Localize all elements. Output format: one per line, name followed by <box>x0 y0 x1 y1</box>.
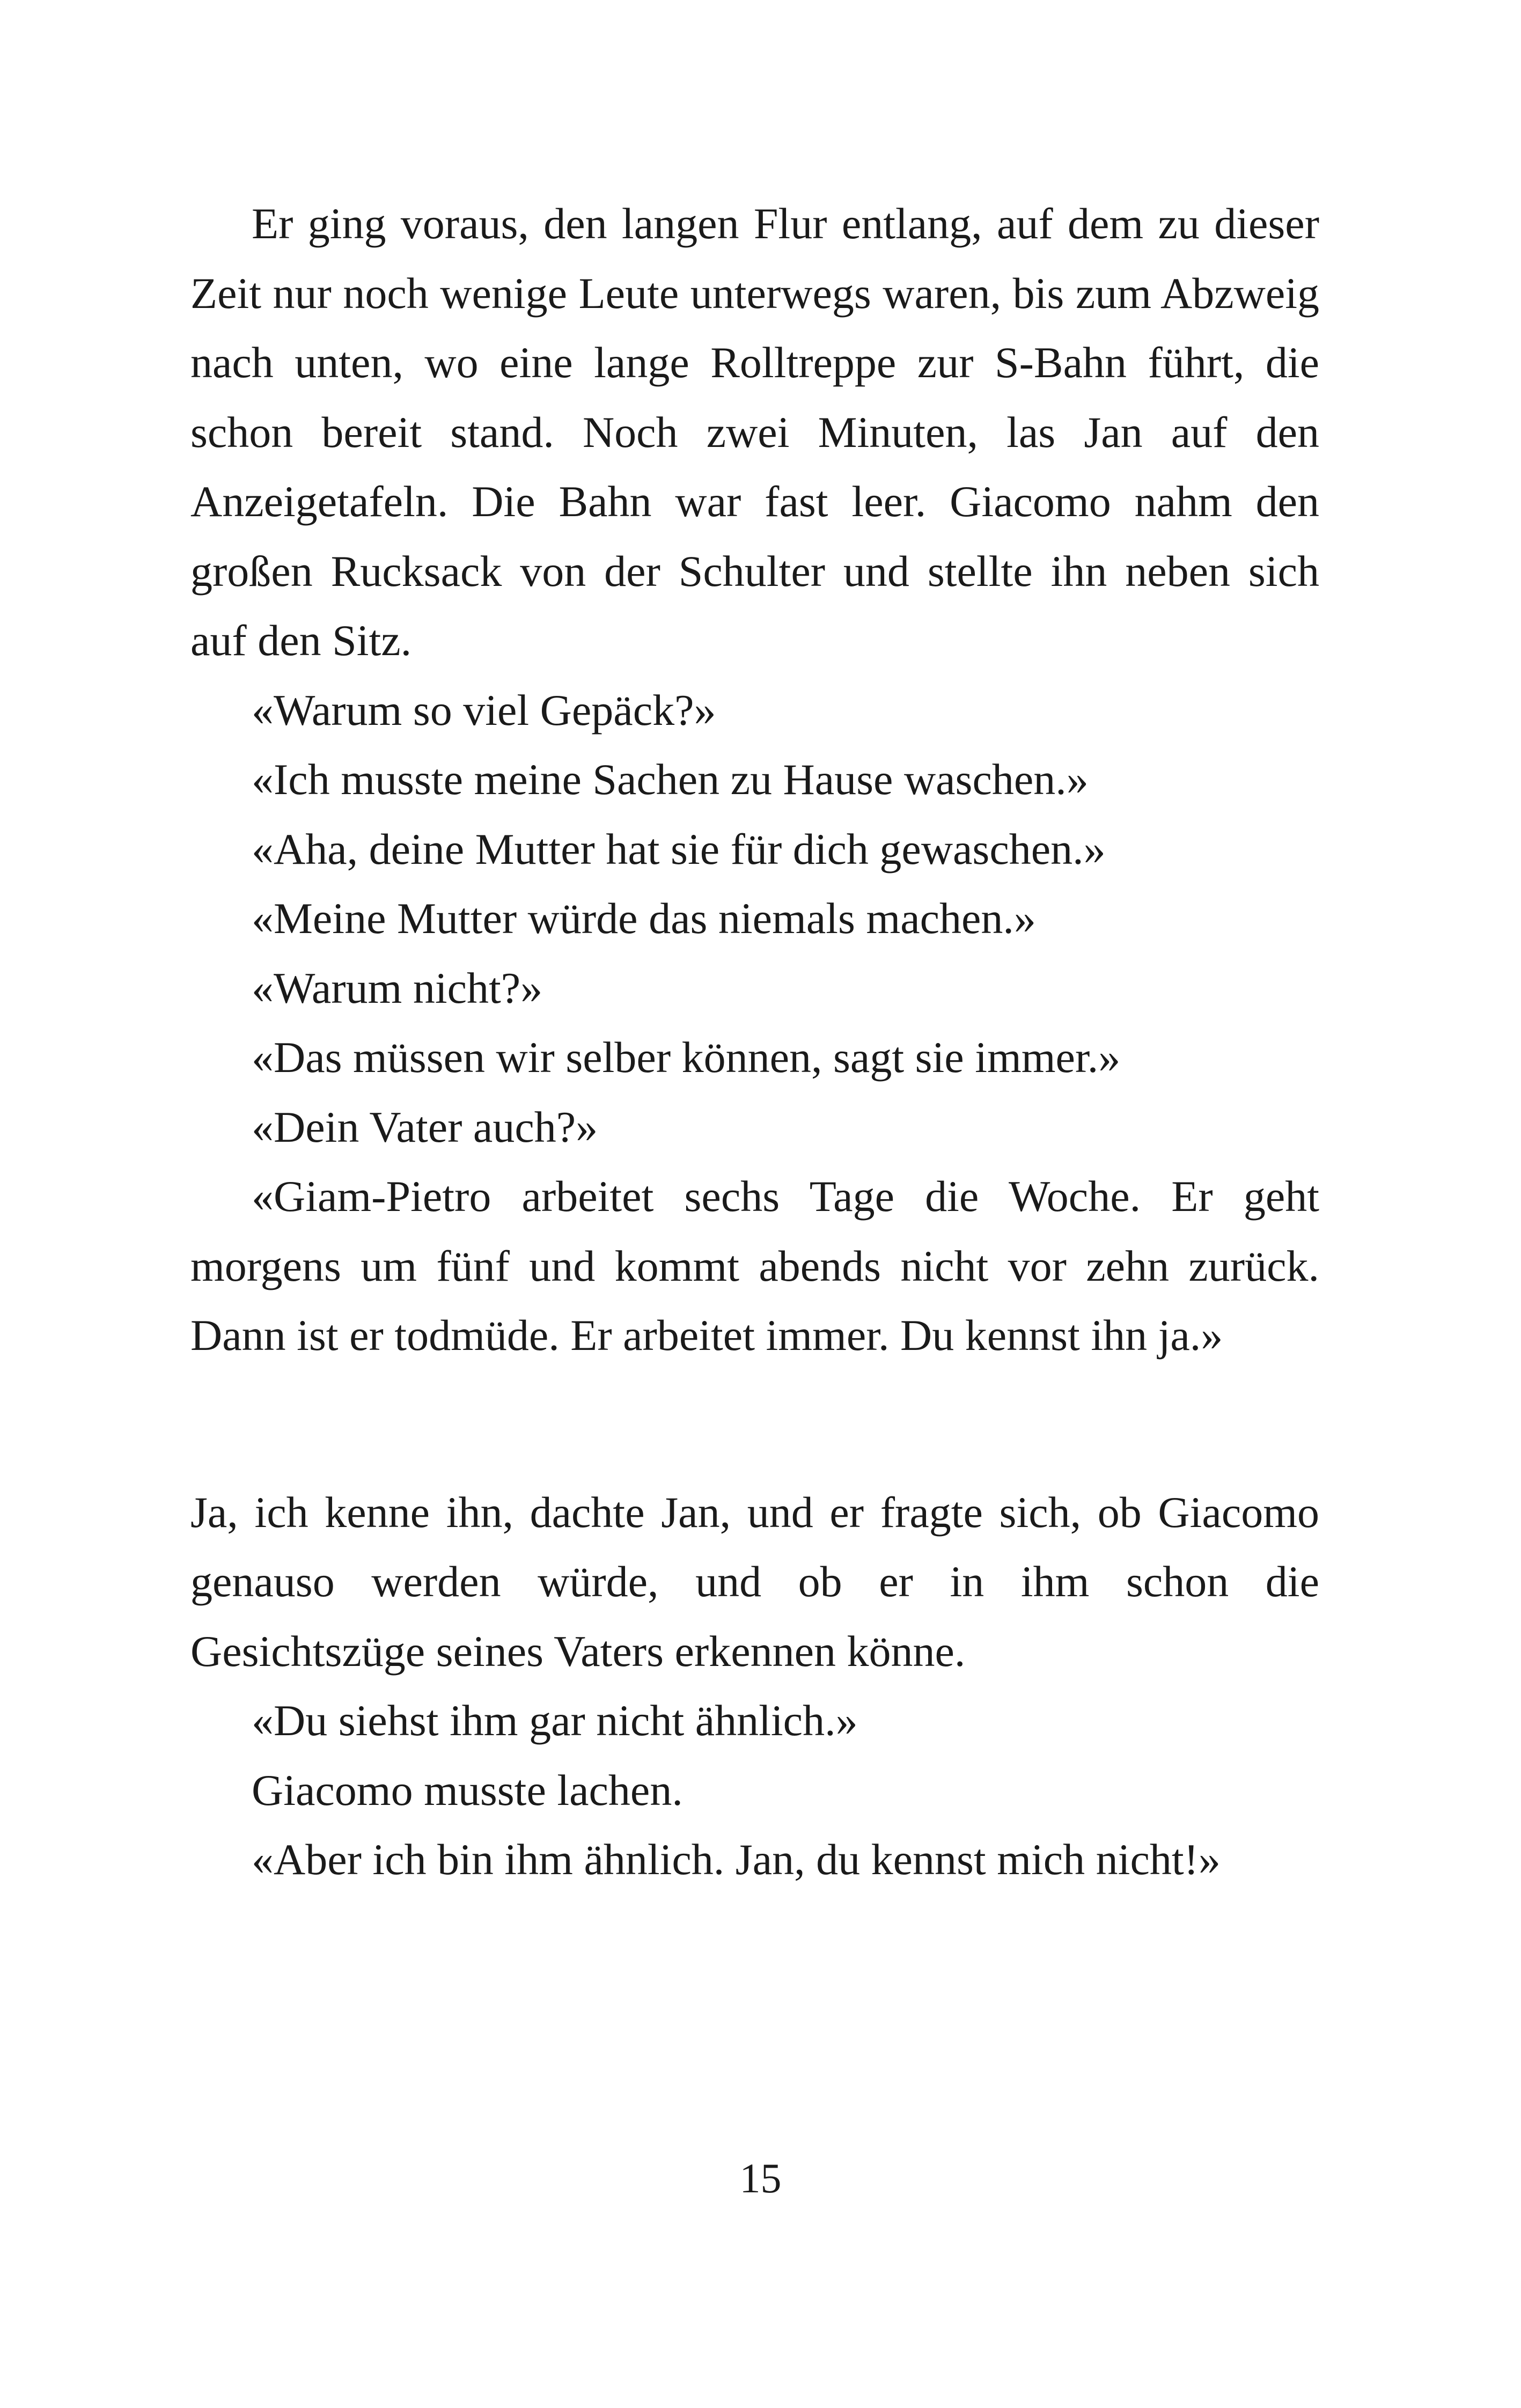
dialogue-line: «Warum nicht?» <box>252 963 543 1012</box>
page-number: 15 <box>739 2155 782 2201</box>
paragraph-1: Er ging voraus, den langen Flur entlang, auf dem zu dieser Zeit nur noch wenige Leute unterwegs waren, bis zum Abzweig nach unten, wo eine lange Rolltreppe zur S-Bahn führt, die schon bereit stand. Noch zwei Minuten, las Jan auf den Anzeigetafeln. Die Bahn war fast leer. Giacomo nahm den großen Rucksack von der Schulter und stellte ihn neben sich auf den Sitz. <box>190 199 1319 665</box>
paragraph-section-start: Ja, ich kenne ihn, dachte Jan, und er fragte sich, ob Giacomo genauso werden würde, und ob er in ihm schon die Gesichtszüge seines Vaters erkennen könne. <box>190 1487 1319 1676</box>
dialogue-line: «Aber ich bin ihm ähnlich. Jan, du kennst mich nicht!» <box>252 1835 1221 1884</box>
dialogue-line: «Das müssen wir selber können, sagt sie immer.» <box>252 1033 1121 1082</box>
dialogue-line: «Aha, deine Mutter hat sie für dich gewaschen.» <box>252 824 1106 873</box>
dialogue-line: «Ich musste meine Sachen zu Hause waschen.» <box>252 755 1089 804</box>
dialogue-line: «Dein Vater auch?» <box>252 1102 598 1151</box>
dialogue-line: «Giam-Pietro arbeitet sechs Tage die Woche. Er geht morgens um fünf und kommt abends nicht vor zehn zurück. Dann ist er todmüde. Er arbeitet immer. Du kennst ihn ja.» <box>190 1172 1319 1360</box>
page-text-block <box>190 189 1319 1895</box>
dialogue-line: «Warum so viel Gepäck?» <box>252 685 716 735</box>
narration-line: Giacomo musste lachen. <box>252 1765 683 1815</box>
dialogue-line: «Meine Mutter würde das niemals machen.» <box>252 894 1036 943</box>
dialogue-line: «Du siehst ihm gar nicht ähnlich.» <box>252 1696 858 1745</box>
